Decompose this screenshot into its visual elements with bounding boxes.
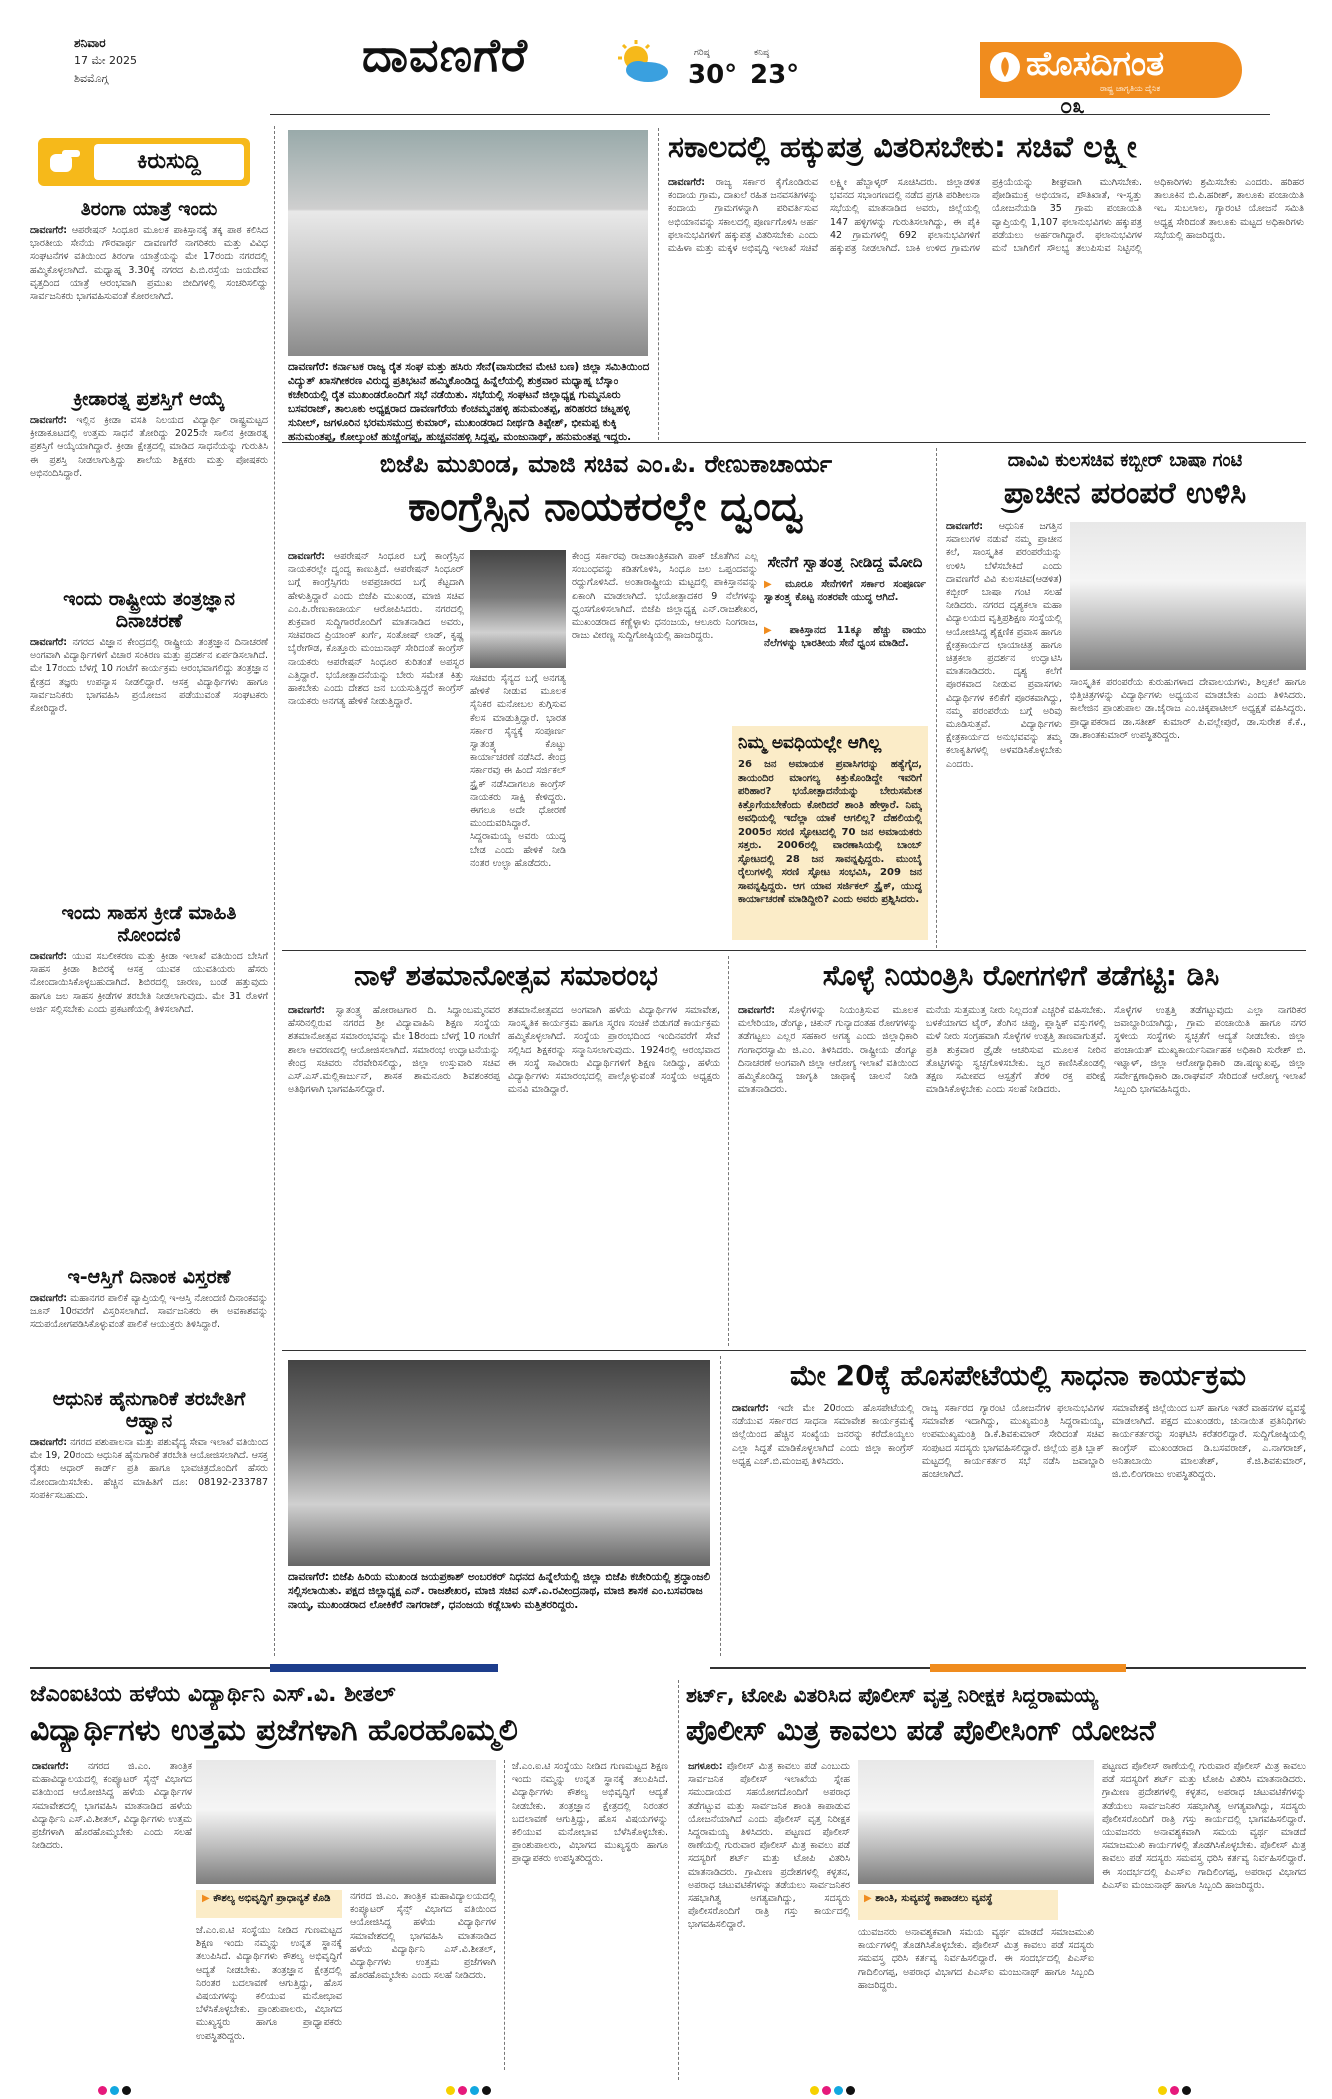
article-body-col2 — [922, 1402, 1104, 1654]
body-text: ಪಟ್ಟಣದ ಪೊಲೀಸ್ ಠಾಣೆಯಲ್ಲಿ ಗುರುವಾರ ಪೊಲೀಸ್ ಮಿತ್ರ ಕಾವಲು ಪಡೆ ಸದಸ್ಯರಿಗೆ ಶರ್ಟ್ ಮತ್ತು ಟೋಪಿ ವಿತರಿಸಿ ಮಾತನಾಡಿದರು. ಗ್ರಾಮೀಣ ಪ್ರದೇಶಗಳಲ್ಲಿ ಕಳ್ಳತನ, ಅಪರಾಧ ಚಟುವಟಿಕೆಗಳನ್ನು ತಡೆಯಲು ಸಾರ್ವಜನಿಕರ ಸಹಭಾಗಿತ್ವ ಅಗತ್ಯವಾಗಿದ್ದು, ಸದಸ್ಯರು ಪೊಲೀಸರೊಂದಿಗೆ ರಾತ್ರಿ ಗಸ್ತು ಕಾರ್ಯದಲ್ಲಿ ಭಾಗವಹಿಸಲಿದ್ದಾರೆ. — [1102, 1761, 1306, 1825]
article-mosquito — [736, 956, 1306, 996]
article-kicker: ದಾವಿವಿ ಕುಲಸಚಿವ ಕಬ್ಬೀರ್ ಬಾಷಾ ಗಂಟಿ — [1007, 450, 1243, 471]
body-text: ಆಧುನಿಕ ಜಗತ್ತಿನ ಸವಾಲುಗಳ ನಡುವೆ ನಮ್ಮ ಪ್ರಾಚೀನ ಕಲೆ, ಸಾಂಸ್ಕೃತಿಕ ಪರಂಪರೆಯನ್ನು ಉಳಿಸಿ ಬೆಳೆಸಬೇಕಿದೆ ಎಂದು ದಾವಣಗೆರೆ ವಿವಿ ಕುಲಸಚಿವ(ಆಡಳಿತ) ಕಬ್ಬೀರ್ ಬಾಷಾ ಗಂಟಿ ಸಲಹೆ ನೀಡಿದರು. — [946, 521, 1062, 612]
article-body-col1 — [288, 550, 464, 942]
body-text: ನಗರದ ದೃಶ್ಯಕಲಾ ಮಹಾ ವಿದ್ಯಾಲಯದ ವೃತ್ತಿಪ್ರಶಿಕ್ಷಣ ಸಂಸ್ಥೆಯಲ್ಲಿ ಆಯೋಜಿಸಿದ್ದ ಶೈಕ್ಷಣಿಕ ಪ್ರವಾಸ ಹಾಗೂ ಕ್ಷೇತ್ರಕಾರ್ಯದ ಛಾಯಾಚಿತ್ರ ಹಾಗೂ ಚಿತ್ರಕಲಾ ಪ್ರದರ್ಶನ ಉದ್ಘಾಟಿಸಿ ಮಾತನಾಡಿದರು. ದೃಶ್ಯ ಕಲೆಗೆ ಪೂರಕವಾದ ನೀಡುವ ಪ್ರವಾಸಗಳು ವಿದ್ಯಾರ್ಥಿಗಳ ಕಲಿಕೆಗೆ ಪೂರಕವಾಗಿದ್ದು, ನಮ್ಮ ಪರಂಪರೆಯ ಬಗ್ಗೆ ಅರಿವು ಮೂಡಿಸುತ್ತವೆ. ವಿದ್ಯಾರ್ಥಿಗಳು ಕ್ಷೇತ್ರಕಾರ್ಯದ ಅನುಭವವನ್ನು ತಮ್ಮ ಕಲಾಕೃತಿಗಳಲ್ಲಿ ಅಳವಡಿಸಿಕೊಳ್ಳಬೇಕು ಎಂದರು. — [946, 600, 1062, 770]
brief-headline: ಆಧುನಿಕ ಹೈನುಗಾರಿಕೆ ತರಬೇತಿಗೆ ಆಹ್ವಾನ — [52, 1388, 246, 1432]
dateline: ದಾವಣಗೆರೆ: — [946, 521, 984, 532]
article-kicker: ಶರ್ಟ್, ಟೋಪಿ ವಿತರಿಸಿದ ಪೊಲೀಸ್ ವೃತ್ತ ನಿರೀಕ್ಷಕ ಸಿದ್ದರಾಮಯ್ಯ — [686, 1683, 1099, 1707]
brief-body: ಮಹಾನಗರ ಪಾಲಿಕೆ ವ್ಯಾಪ್ತಿಯಲ್ಲಿ ಇ-ಆಸ್ತಿ ನೋಂದಣಿ ದಿನಾಂಕವನ್ನು ಜೂನ್ 10ರವರೆಗೆ ವಿಸ್ತರಿಸಲಾಗಿದೆ. ಸಾರ್ವಜನಿಕರು ಈ ಅವಕಾಶವನ್ನು ಸದುಪಯೋಗಪಡಿಸಿಕೊಳ್ಳುವಂತೆ ಪಾಲಿಕೆ ಆಯುಕ್ತರು ತಿಳಿಸಿದ್ದಾರೆ. — [30, 1293, 268, 1331]
brief-body: ನಗರದ ಪಶುಪಾಲನಾ ಮತ್ತು ಪಶುವೈದ್ಯ ಸೇವಾ ಇಲಾಖೆ ವತಿಯಿಂದ ಮೇ 19, 20ರಂದು ಆಧುನಿಕ ಹೈನುಗಾರಿಕೆ ತರಬೇತಿ ಆಯೋಜಿಸಲಾಗಿದೆ. ಆಸಕ್ತ ರೈತರು ಆಧಾರ್ ಕಾರ್ಡ್ ಪ್ರತಿ ಹಾಗೂ ಭಾವಚಿತ್ರದೊಂದಿಗೆ ಹೆಸರು ನೋಂದಾಯಿಸಬೇಕು. ಹೆಚ್ಚಿನ ಮಾಹಿತಿಗೆ ದೂ: 08192-233787 ಸಂಪರ್ಕಿಸಬಹುದು. — [30, 1437, 268, 1501]
max-temp-label: ಗರಿಷ್ಠ — [694, 48, 710, 58]
dateline: ಜಗಳೂರು: — [688, 1761, 723, 1772]
brief-headline: ಕ್ರೀಡಾರತ್ನ ಪ್ರಶಸ್ತಿಗೆ ಆಯ್ಕೆ — [73, 388, 225, 410]
pullquote-text: ಕೌಶಲ್ಯ ಅಭಿವೃದ್ಧಿಗೆ ಪ್ರಾಧಾನ್ಯತೆ ಕೊಡಿ — [213, 1893, 331, 1904]
article-heritage — [944, 448, 1306, 514]
body-text: ಸಮಾವೇಶಕ್ಕೆ ಜಿಲ್ಲೆಯಿಂದ ಬಸ್ ಹಾಗೂ ಇತರೆ ವಾಹನಗಳ ವ್ಯವಸ್ಥೆ ಮಾಡಲಾಗಿದೆ. ಪಕ್ಷದ ಮುಖಂಡರು, ಚುನಾಯಿತ ಪ್ರತಿನಿಧಿಗಳು ಕಾರ್ಯಕರ್ತರನ್ನು ಸಂಘಟಿಸಿ ಕರೆತರಲಿದ್ದಾರೆ. ಸುದ್ದಿಗೋಷ್ಠಿಯಲ್ಲಿ ಕಾಂಗ್ರೆಸ್ ಮುಖಂಡರಾದ ಡಿ.ಬಸವರಾಜ್, ಎ.ನಾಗರಾಜ್, ಅನಿತಾಬಾಯಿ ಮಾಲತೇಶ್, ಕೆ.ಜಿ.ಶಿವಕುಮಾರ್, ಜಿ.ಬಿ.ಲಿಂಗರಾಜು ಉಪಸ್ಥಿತರಿದ್ದರು. — [1112, 1403, 1306, 1481]
brief-dateline: ದಾವಣಗೆರೆ: — [30, 637, 68, 648]
article-police — [686, 1680, 1306, 1752]
article-body-col1 — [738, 1004, 918, 1340]
registration-marks — [1158, 2080, 1194, 2099]
sidebar-item-4 — [30, 1266, 268, 1388]
article-body-col3 — [1114, 1004, 1306, 1340]
article-body-col1 — [732, 1402, 914, 1654]
pullquote-box — [764, 552, 926, 666]
article-body-col3 — [1112, 1402, 1306, 1654]
date-label: 17 ಮೇ 2025 — [74, 54, 138, 67]
brief-body: ಇಲ್ಲಿನ ಕ್ರೀಡಾ ವಸತಿ ನಿಲಯದ ವಿದ್ಯಾರ್ಥಿ ರಾಷ್ಟ್ರಮಟ್ಟದ ಕ್ರೀಡಾಕೂಟದಲ್ಲಿ ಉತ್ತಮ ಸಾಧನೆ ತೋರಿದ್ದು 2025ನೇ ಸಾಲಿನ ಕ್ರೀಡಾರತ್ನ ಪ್ರಶಸ್ತಿಗೆ ಆಯ್ಕೆಯಾಗಿದ್ದಾರೆ. ಕ್ರೀಡಾ ಕ್ಷೇತ್ರದಲ್ಲಿ ಮಾಡಿದ ಸಾಧನೆಯನ್ನು ಗುರುತಿಸಿ ಈ ಪ್ರಶಸ್ತಿ ನೀಡಲಾಗುತ್ತಿದ್ದು ಶಾಲೆಯ ಶಿಕ್ಷಕರು ಮತ್ತು ಪೋಷಕರು ಅಭಿನಂದಿಸಿದ್ದಾರೆ. — [30, 415, 268, 479]
max-temp: 30° — [688, 60, 738, 90]
article-body-col3 — [572, 550, 758, 942]
page-number: ೦೩ — [1060, 94, 1085, 119]
body-text: ಸೊಳ್ಳೆಗಳ ಉತ್ಪತ್ತಿ ತಡೆಗಟ್ಟುವುದು ಎಲ್ಲಾ ನಾಗರಿಕರ ಜವಾಬ್ದಾರಿಯಾಗಿದ್ದು, ಗ್ರಾಮ ಪಂಚಾಯಿತಿ ಹಾಗೂ ನಗರ ಸ್ಥಳೀಯ ಸಂಸ್ಥೆಗಳು ಸ್ವಚ್ಛತೆಗೆ ಆದ್ಯತೆ ನೀಡಬೇಕು. ಜಿಲ್ಲಾ ಪಂಚಾಯತ್ ಮುಖ್ಯಕಾರ್ಯನಿರ್ವಾಹಕ ಅಧಿಕಾರಿ ಸುರೇಶ್ ಬಿ. ಇಟ್ನಾಳ್, ಜಿಲ್ಲಾ ಆರೋಗ್ಯಾಧಿಕಾರಿ ಡಾ.ಷಣ್ಮುಖಪ್ಪ, ಜಿಲ್ಲಾ ಸರ್ವೇಕ್ಷಣಾಧಿಕಾರಿ ಡಾ.ರಾಘವನ್ ಸೇರಿದಂತೆ ಆರೋಗ್ಯ ಇಲಾಖೆ ಸಿಬ್ಬಂದಿ ಭಾಗವಹಿಸಿದ್ದರು. — [1114, 1005, 1306, 1096]
brief-headline: ತಿರಂಗಾ ಯಾತ್ರೆ ಇಂದು — [80, 198, 218, 220]
exhibition-photo — [1070, 522, 1306, 670]
article-body — [668, 176, 1304, 440]
article-alumni — [30, 1680, 670, 1752]
sidebar-item-5 — [30, 1388, 268, 1636]
brief-dateline: ದಾವಣಗೆರೆ: — [30, 415, 68, 426]
article-hospet — [730, 1356, 1306, 1396]
box-heading: ನಿಮ್ಮ ಅವಧಿಯಲ್ಲೇ ಆಗಿಲ್ಲ — [738, 733, 882, 753]
article-body-col4 — [512, 1760, 668, 2070]
dateline: ದಾವಣಗೆರೆ: — [668, 177, 706, 188]
article-body-col1 — [946, 520, 1062, 940]
brand-tagline: ರಾಷ್ಟ್ರ ಜಾಗೃತಿಯ ದೈನಿಕ — [1100, 84, 1161, 93]
article-body-col3 — [1102, 1760, 1306, 2070]
body-text: ನಗರದ ಜಿ.ಎಂ. ತಾಂತ್ರಿಕ ಮಹಾವಿದ್ಯಾಲಯದಲ್ಲಿ ಕಂಪ್ಯೂಟರ್ ಸೈನ್ಸ್ ವಿಭಾಗದ ವತಿಯಿಂದ ಆಯೋಜಿಸಿದ್ದ ಹಳೆಯ ವಿದ್ಯಾರ್ಥಿಗಳ ಸಮಾವೇಶದಲ್ಲಿ ಭಾಗವಹಿಸಿ ಮಾತನಾಡಿದ ಹಳೆಯ ವಿದ್ಯಾರ್ಥಿನಿ ಎಸ್.ವಿ.ಶೀತಲ್, ವಿದ್ಯಾರ್ಥಿಗಳು ಉತ್ತಮ ಪ್ರಜೆಗಳಾಗಿ ಹೊರಹೊಮ್ಮಬೇಕು ಎಂದು ಸಲಹೆ ನೀಡಿದರು. — [350, 1891, 496, 1982]
article-headline: ಸೊಳ್ಳೆ ನಿಯಂತ್ರಿಸಿ ರೋಗಗಳಿಗೆ ತಡೆಗಟ್ಟಿ: ಡಿಸಿ — [822, 959, 1220, 992]
brand-name: ಹೊಸದಿಗಂತ — [1026, 44, 1165, 84]
registration-marks — [810, 2080, 858, 2099]
pullquote-head: ಸೇನೆಗೆ ಸ್ವಾತಂತ್ರ್ಯ ನೀಡಿದ್ದ ಮೋದಿ — [767, 553, 923, 571]
article-body-col1 — [688, 1760, 850, 2070]
brief-dateline: ದಾವಣಗೆರೆ: — [30, 1293, 68, 1304]
city-label: ಶಿವಮೊಗ್ಗ — [74, 72, 109, 85]
photo-caption: ದಾವಣಗೆರೆ: ಕರ್ನಾಟಕ ರಾಜ್ಯ ರೈತ ಸಂಘ ಮತ್ತು ಹಸಿರು ಸೇನೆ(ವಾಸುದೇವ ಮೇಟಿ ಬಣ) ಜಿಲ್ಲಾ ಸಮಿತಿಯಿಂದ ವಿದ್ಯುತ್ ಖಾಸಗೀಕರಣ ವಿರುದ್ಧ ಪ್ರತಿಭಟನೆ ಹಮ್ಮಿಕೊಂಡಿದ್ದ ಹಿನ್ನೆಲೆಯಲ್ಲಿ ಶುಕ್ರವಾರ ಮಧ್ಯಾಹ್ನ ಬೆಸ್ಕಾಂ ಕಚೇರಿಯಲ್ಲಿ ರೈತ ಮುಖಂಡರೊಂದಿಗೆ ಸಭೆ ನಡೆಯಿತು. ಸಭೆಯಲ್ಲಿ ಸಂಘಟನೆ ಜಿಲ್ಲಾಧ್ಯಕ್ಷ ಗುಮ್ಮನೂರು ಬಸವರಾಜ್, ತಾಲೂಕು ಅಧ್ಯಕ್ಷರಾದ ದಾವಣಗೆರೆಯ ಕೆಂಚಮ್ಮನಹಳ್ಳಿ ಹನುಮಂತಪ್ಪ, ಹರಿಹರದ ಚಟ್ನಹಳ್ಳಿ ಸುನೀಲ್, ಜಗಳೂರಿನ ಭರಮಸಮುದ್ರ ಕುಮಾರ್, ಮುಖಂಡರಾದ ನೀರ್ಥಡಿ ತಿಪ್ಪೇಶ್, ಭೀಮಪ್ಪ ಕುಕ್ಕಿ ಹನುಮಂತಪ್ಪ, ಕೋಲ್ಕುಂಟೆ ಹುಚ್ಚೆಂಗಪ್ಪ, ಹುಚ್ಚವನಹಳ್ಳಿ ಸಿದ್ದಪ್ಪ, ಮಂಜುನಾಥ್, ಹನುಮಂತಪ್ಪ ಇದ್ದರು. — [288, 361, 650, 443]
dateline: ದಾವಣಗೆರೆ: — [732, 1403, 770, 1414]
article-body-col2a — [470, 672, 566, 942]
dateline: ದಾವಣಗೆರೆ: — [288, 551, 326, 562]
article-headline: ಮೇ 20ಕ್ಕೆ ಹೊಸಪೇಟೆಯಲ್ಲಿ ಸಾಧನಾ ಕಾರ್ಯಕ್ರಮ — [790, 1359, 1246, 1392]
brief-body: ನಗರದ ವಿಜ್ಞಾನ ಕೇಂದ್ರದಲ್ಲಿ ರಾಷ್ಟ್ರೀಯ ತಂತ್ರಜ್ಞಾನ ದಿನಾಚರಣೆ ಅಂಗವಾಗಿ ವಿದ್ಯಾರ್ಥಿಗಳಿಗೆ ವಿಚಾರ ಸಂಕಿರಣ ಮತ್ತು ಪ್ರದರ್ಶನ ಏರ್ಪಡಿಸಲಾಗಿದೆ. ಮೇ 17ರಂದು ಬೆಳಗ್ಗೆ 10 ಗಂಟೆಗೆ ಕಾರ್ಯಕ್ರಮ ಆರಂಭವಾಗಲಿದ್ದು ತಂತ್ರಜ್ಞಾನ ಕ್ಷೇತ್ರದ ತಜ್ಞರು ಉಪನ್ಯಾಸ ನೀಡಲಿದ್ದಾರೆ. ಆಸಕ್ತ ವಿದ್ಯಾರ್ಥಿಗಳು ಹಾಗೂ ಸಾರ್ವಜನಿಕರು ಭಾಗವಹಿಸಿ ಪ್ರಯೋಜನ ಪಡೆಯುವಂತೆ ಸಂಘಟಕರು ಕೋರಿದ್ದಾರೆ. — [30, 637, 268, 715]
body-text: ಜೆ.ಎಂ.ಐ.ಟಿ ಸಂಸ್ಥೆಯು ನೀಡಿದ ಗುಣಮಟ್ಟದ ಶಿಕ್ಷಣ ಇಂದು ನಮ್ಮನ್ನು ಉನ್ನತ ಸ್ಥಾನಕ್ಕೆ ತಲುಪಿಸಿದೆ. ವಿದ್ಯಾರ್ಥಿಗಳು ಕೌಶಲ್ಯ ಅಭಿವೃದ್ಧಿಗೆ ಆದ್ಯತೆ ನೀಡಬೇಕು. ತಂತ್ರಜ್ಞಾನ ಕ್ಷೇತ್ರದಲ್ಲಿ ನಿರಂತರ ಬದಲಾವಣೆ ಆಗುತ್ತಿದ್ದು, ಹೊಸ ವಿಷಯಗಳನ್ನು ಕಲಿಯುವ ಮನೋಭಾವ ಬೆಳೆಸಿಕೊಳ್ಳಬೇಕು. ಪ್ರಾಂಶುಪಾಲರು, ವಿಭಾಗದ ಮುಖ್ಯಸ್ಥರು ಹಾಗೂ ಪ್ರಾಧ್ಯಾಪಕರು ಉಪಸ್ಥಿತರಿದ್ದರು. — [512, 1761, 668, 1865]
brand-logo-icon — [990, 52, 1020, 82]
registration-marks — [98, 2080, 134, 2099]
article-kicker: ಜೆಎಂಐಟಿಯ ಹಳೆಯ ವಿದ್ಯಾರ್ಥಿನಿ ಎಸ್.ವಿ. ಶೀತಲ್ — [30, 1682, 396, 1707]
article-headline: ಪೊಲೀಸ್ ಮಿತ್ರ ಕಾವಲು ಪಡೆ ಪೊಲೀಸಿಂಗ್ ಯೋಜನೆ — [686, 1714, 1156, 1747]
brief-dateline: ದಾವಣಗೆರೆ: — [30, 1437, 68, 1448]
pullquote-item: ▶ ಮೂರೂ ಸೇನೆಗಳಿಗೆ ಸರ್ಕಾರ ಸಂಪೂರ್ಣ ಸ್ವಾತಂತ್ರ್ಯ ಕೊಟ್ಟ ನಂತರವೇ ಯುದ್ಧ ಆಗಿದೆ. — [764, 579, 926, 604]
body-text: ಕೇಂದ್ರ ಸರ್ಕಾರವು ರಾಜತಾಂತ್ರಿಕವಾಗಿ ಪಾಕ್ ಜೊತೆಗಿನ ಎಲ್ಲ ಸಂಬಂಧವನ್ನು ಕಡಿತಗೊಳಿಸಿ, ಸಿಂಧೂ ಜಲ ಒಪ್ಪಂದವನ್ನು ರದ್ದುಗೊಳಿಸಿದೆ. ಅಂತಾರಾಷ್ಟ್ರೀಯ ಮಟ್ಟದಲ್ಲಿ ಪಾಕಿಸ್ತಾನವನ್ನು ಏಕಾಂಗಿ ಮಾಡಲಾಗಿದೆ. ಭಯೋತ್ಪಾದಕರ 9 ನೆಲೆಗಳನ್ನು ಧ್ವಂಸಗೊಳಿಸಲಾಗಿದೆ. ಬಿಜೆಪಿ ಜಿಲ್ಲಾಧ್ಯಕ್ಷ ಎನ್.ರಾಜಶೇಖರ, ಮುಖಂಡರಾದ ಕಣ್ಣೆಳ್ಳಾಳು ಧನಂಜಯ, ಆಲೂರು ನಿಂಗರಾಜ, ರಾಜು ವೀರಣ್ಣ ಸುದ್ದಿಗೋಷ್ಠಿಯಲ್ಲಿ ಹಾಜರಿದ್ದರು. — [572, 551, 758, 642]
article-body-col2 — [858, 1926, 1094, 2070]
article-kicker: ಬಿಜೆಪಿ ಮುಖಂಡ, ಮಾಜಿ ಸಚಿವ ಎಂ.ಪಿ. ರೇಣುಕಾಚಾರ್ಯ — [379, 450, 833, 478]
body-text: ಆಪರೇಷನ್ ಸಿಂಧೂರ ಬಗ್ಗೆ ಕಾಂಗ್ರೆಸ್ಸಿನ ನಾಯಕರಲ್ಲೇ ದ್ವಂದ್ವ ಕಾಣುತ್ತಿದೆ. ಆಪರೇಷನ್ ಸಿಂಧೂರ್ ಬಗ್ಗೆ ಕಾಂಗ್ರೆಸ್ಸಿಗರು ಅಪಪ್ರಚಾರದ ಬಗ್ಗೆ ಕೆಟ್ಟದಾಗಿ ಹೇಳುತ್ತಿದ್ದಾರೆ ಎಂದು ಬಿಜೆಪಿ ಮುಖಂಡ, ಮಾಜಿ ಸಚಿವ ಎಂ.ಪಿ.ರೇಣುಕಾಚಾರ್ಯ ಆರೋಪಿಸಿದರು. ನಗರದಲ್ಲಿ ಶುಕ್ರವಾರ ಸುದ್ದಿಗಾರರೊಂದಿಗೆ ಮಾತನಾಡಿದ ಅವರು, ಸಚಿವರಾದ ಪ್ರಿಯಾಂಕ್ ಖರ್ಗೆ, ಸಂತೋಷ್ ಲಾಡ್, ಕೃಷ್ಣ ಬೈರೇಗೌಡ, ಕೊತ್ತೂರು ಮಂಜುನಾಥ್ ಸೇರಿದಂತೆ ಕಾಂಗ್ರೆಸ್ ನಾಯಕರು ಆಪರೇಷನ್ ಸಿಂಧೂರ ಕುರಿತಂತೆ ಅಪಸ್ವರ ಎತ್ತಿದ್ದಾರೆ. ಭಯೋತ್ಪಾದನೆಯನ್ನು ಬೇರು ಸಮೇತ ಕಿತ್ತು ಹಾಕಬೇಕು ಎಂದು ದೇಶದ ಜನ ಬಯಸುತ್ತಿದ್ದರೆ ಕಾಂಗ್ರೆಸ್ ನಾಯಕರು ಅನಗತ್ಯ ಹೇಳಿಕೆ ನೀಡುತ್ತಿದ್ದಾರೆ. — [288, 551, 464, 708]
body-text: ಪೊಲೀಸ್ ಮಿತ್ರ ಕಾವಲು ಪಡೆ ಎಂಬುದು ಸಾರ್ವಜನಿಕ ಪೊಲೀಸ್ ಇಲಾಖೆಯ ಸ್ನೇಹ ಸಮುದಾಯದ ಸಹಯೋಗದೊಂದಿಗೆ ಅಪರಾಧ ತಡೆಗಟ್ಟುವ ಮತ್ತು ಸಾರ್ವಜನಿಕ ಶಾಂತಿ ಕಾಪಾಡುವ ಯೋಜನೆಯಾಗಿದೆ ಎಂದು ಪೊಲೀಸ್ ವೃತ್ತ ನಿರೀಕ್ಷಕ ಸಿದ್ದರಾಮಯ್ಯ ತಿಳಿಸಿದರು. — [688, 1761, 850, 1839]
dateline: ದಾವಣಗೆರೆ: — [288, 1005, 326, 1016]
body-text: ರಾಜ್ಯ ಸರ್ಕಾರ ಕೈಗೊಂಡಿರುವ ಕಂದಾಯ ಗ್ರಾಮ, ದಾಖಲೆ ರಹಿತ ಜನವಸತಿಗಳನ್ನು ಕಂದಾಯ ಗ್ರಾಮಗಳನ್ನಾಗಿ ಪರಿವರ್ತಿಸುವ ಅಭಿಯಾನವನ್ನು ಸಕಾಲದಲ್ಲಿ ಪೂರ್ಣಗೊಳಿಸಿ ಅರ್ಹ ಫಲಾನುಭವಿಗಳಿಗೆ ಹಕ್ಕುಪತ್ರ ವಿತರಿಸಬೇಕು ಎಂದು ಮಹಿಳಾ ಮತ್ತು ಮಕ್ಕಳ ಅಭಿವೃದ್ಧಿ ಇಲಾಖೆ ಸಚಿವೆ ಲಕ್ಷ್ಮೀ ಹೆಬ್ಬಾಳ್ಕರ್ ಸೂಚಿಸಿದರು. ಜಿಲ್ಲಾಡಳಿತ ಭವನದ ಸಭಾಂಗಣದಲ್ಲಿ ನಡೆದ ಪ್ರಗತಿ ಪರಿಶೀಲನಾ ಸಭೆಯಲ್ಲಿ ಮಾತನಾಡಿದ ಅವರು, ಜಿಲ್ಲೆಯಲ್ಲಿ 147 ಹಳ್ಳಿಗಳನ್ನು ಗುರುತಿಸಲಾಗಿದ್ದು, ಈ ಪೈಕಿ 42 ಗ್ರಾಮಗಳಲ್ಲಿ 692 ಫಲಾನುಭವಿಗಳಿಗೆ ಹಕ್ಕುಪತ್ರ ನೀಡಲಾಗಿದೆ. ಬಾಕಿ ಉಳಿದ ಗ್ರಾಮಗಳ ಪ್ರಕ್ರಿಯೆಯನ್ನು ಶೀಘ್ರವಾಗಿ ಮುಗಿಸಬೇಕು. ಪೋಡಿಮುಕ್ತ ಅಭಿಯಾನ, ಪೌತಿಖಾತೆ, ಇ-ಸ್ವತ್ತು ಯೋಜನೆಯಡಿ 35 ಗ್ರಾಮ ಪಂಚಾಯತಿ ವ್ಯಾಪ್ತಿಯಲ್ಲಿ 1,107 ಫಲಾನುಭವಿಗಳು ಹಕ್ಕುಪತ್ರ ಪಡೆಯಲು ಅರ್ಹರಾಗಿದ್ದಾರೆ. ಫಲಾನುಭವಿಗಳ ಮನೆ ಬಾಗಿಲಿಗೆ ಸೌಲಭ್ಯ ತಲುಪಿಸುವ ನಿಟ್ಟಿನಲ್ಲಿ ಅಧಿಕಾರಿಗಳು ಶ್ರಮಿಸಬೇಕು ಎಂದರು. ಹರಿಹರ ತಾಲೂಕಿನ ಬಿ.ಪಿ.ಹರೀಶ್, ತಾಲೂಕು ಪಂಚಾಯಿತಿ ಇಒ ಸುಬಲಾಲ, ಗ್ಯಾರಂಟಿ ಯೋಜನೆ ಸಮಿತಿ ಅಧ್ಯಕ್ಷ ಸೇರಿದಂತೆ ತಾಲೂಕು ಮಟ್ಟದ ಅಧಿಕಾರಿಗಳು ಸಭೆಯಲ್ಲಿ ಹಾಜರಿದ್ದರು. — [668, 177, 1304, 255]
article-centenary — [286, 956, 726, 996]
article-body-col2 — [926, 1004, 1106, 1340]
body-text: ಮನೆಯ ಸುತ್ತಮುತ್ತ ನೀರು ನಿಲ್ಲದಂತೆ ಎಚ್ಚರಿಕೆ ವಹಿಸಬೇಕು. ಬಳಕೆಯಾಗದ ಟೈರ್, ತೆಂಗಿನ ಚಿಪ್ಪು, ಪ್ಲಾಸ್ಟಿಕ್ ವಸ್ತುಗಳಲ್ಲಿ ಮಳೆ ನೀರು ಸಂಗ್ರಹವಾಗಿ ಸೊಳ್ಳೆಗಳ ಉತ್ಪತ್ತಿ ತಾಣವಾಗುತ್ತವೆ. ಪ್ರತಿ ಶುಕ್ರವಾರ ಡ್ರೈಡೇ ಆಚರಿಸುವ ಮೂಲಕ ನೀರಿನ ತೊಟ್ಟಿಗಳನ್ನು ಸ್ವಚ್ಛಗೊಳಿಸಬೇಕು. ಜ್ವರ ಕಾಣಿಸಿಕೊಂಡಲ್ಲಿ ತಕ್ಷಣ ಸಮೀಪದ ಆಸ್ಪತ್ರೆಗೆ ತೆರಳಿ ರಕ್ತ ಪರೀಕ್ಷೆ ಮಾಡಿಸಿಕೊಳ್ಳಬೇಕು ಎಂದು ಸಲಹೆ ನೀಡಿದರು. — [926, 1005, 1106, 1096]
sidebar-item-0 — [30, 198, 268, 380]
article-headline: ವಿದ್ಯಾರ್ಥಿಗಳು ಉತ್ತಮ ಪ್ರಜೆಗಳಾಗಿ ಹೊರಹೊಮ್ಮಲಿ — [30, 1713, 518, 1748]
sidebar-briefs — [30, 126, 268, 1656]
min-temp: 23° — [750, 60, 800, 90]
dateline: ದಾವಣಗೆರೆ: — [32, 1761, 70, 1772]
sidebar-title: ಕಿರುಸುದ್ದಿ — [137, 149, 201, 174]
tribute-photo — [288, 1360, 710, 1566]
brand-block — [980, 42, 1242, 98]
body-text: ಪಟ್ಟಣದ ಪೊಲೀಸ್ ಠಾಣೆಯಲ್ಲಿ ಗುರುವಾರ ಪೊಲೀಸ್ ಮಿತ್ರ ಕಾವಲು ಪಡೆ ಸದಸ್ಯರಿಗೆ ಶರ್ಟ್ ಮತ್ತು ಟೋಪಿ ವಿತರಿಸಿ ಮಾತನಾಡಿದರು. ಗ್ರಾಮೀಣ ಪ್ರದೇಶಗಳಲ್ಲಿ ಕಳ್ಳತನ, ಅಪರಾಧ ಚಟುವಟಿಕೆಗಳನ್ನು ತಡೆಯಲು ಸಾರ್ವಜನಿಕರ ಸಹಭಾಗಿತ್ವ ಅಗತ್ಯವಾಗಿದ್ದು, ಸದಸ್ಯರು ಪೊಲೀಸರೊಂದಿಗೆ ರಾತ್ರಿ ಗಸ್ತು ಕಾರ್ಯದಲ್ಲಿ ಭಾಗವಹಿಸಲಿದ್ದಾರೆ. — [688, 1827, 850, 1931]
registration-marks — [446, 2080, 494, 2099]
article-body-col1 — [32, 1760, 192, 2070]
photo-caption: ದಾವಣಗೆರೆ: ಬಿಜೆಪಿ ಹಿರಿಯ ಮುಖಂಡ ಜಯಪ್ರಕಾಶ್ ಅಂಬರಕರ್ ನಿಧನದ ಹಿನ್ನೆಲೆಯಲ್ಲಿ ಜಿಲ್ಲಾ ಬಿಜೆಪಿ ಕಚೇರಿಯಲ್ಲಿ ಶ್ರದ್ಧಾಂಜಲಿ ಸಲ್ಲಿಸಲಾಯಿತು. ಪಕ್ಷದ ಜಿಲ್ಲಾಧ್ಯಕ್ಷ ಎನ್. ರಾಜಶೇಖರ, ಮಾಜಿ ಸಚಿವ ಎಸ್.ಎ.ರವೀಂದ್ರನಾಥ, ಮಾಜಿ ಶಾಸಕ ಎಂ.ಬಸವರಾಜ ನಾಯ್ಕ, ಮುಖಂಡರಾದ ಲೋಕಿಕೆರೆ ನಾಗರಾಜ್, ಧನಂಜಯ ಕಡ್ಲೆಬಾಳು ಮತ್ತಿತರರಿದ್ದರು. — [288, 1571, 711, 1611]
police-photo — [858, 1760, 1094, 1884]
article-body-col2 — [508, 1004, 720, 1340]
section-divider — [30, 1664, 1306, 1672]
sidebar-item-1 — [30, 388, 268, 564]
article-headline: ಸಕಾಲದಲ್ಲಿ ಹಕ್ಕುಪತ್ರ ವಿತರಿಸಬೇಕು: ಸಚಿವೆ ಲಕ್ಷ್ಮೀ — [668, 130, 1137, 165]
brief-body: ಆಪರೇಷನ್ ಸಿಂಧೂರ ಮೂಲಕ ಪಾಕಿಸ್ತಾನಕ್ಕೆ ತಕ್ಕ ಪಾಠ ಕಲಿಸಿದ ಭಾರತೀಯ ಸೇನೆಯ ಗೌರವಾರ್ಥ ದಾವಣಗೆರೆ ನಾಗರಿಕರು ಮತ್ತು ವಿವಿಧ ಸಂಘಟನೆಗಳ ವತಿಯಿಂದ ತಿರಂಗಾ ಯಾತ್ರೆಯನ್ನು ಮೇ 17ರಂದು ನಗರದಲ್ಲಿ ಹಮ್ಮಿಕೊಳ್ಳಲಾಗಿದೆ. ಮಧ್ಯಾಹ್ನ 3.30ಕ್ಕೆ ನಗರದ ಪಿ.ಬಿ.ರಸ್ತೆಯ ಜಯದೇವ ವೃತ್ತದಿಂದ ಯಾತ್ರೆ ಆರಂಭವಾಗಿ ಪ್ರಮುಖ ಬೀದಿಗಳಲ್ಲಿ ಸಂಚರಿಸಲಿದ್ದು ಸಾರ್ವಜನಿಕರು ಭಾಗವಹಿಸುವಂತೆ ಕೋರಲಾಗಿದೆ. — [30, 225, 268, 303]
brief-dateline: ದಾವಣಗೆರೆ: — [30, 951, 68, 962]
sidebar-item-3 — [30, 902, 268, 1200]
alumni-photo — [196, 1760, 496, 1884]
brief-headline: ಇ-ಆಸ್ತಿಗೆ ದಿನಾಂಕ ವಿಸ್ತರಣೆ — [67, 1266, 231, 1288]
article-body-col2 — [196, 1924, 342, 2070]
body-text: ನಗರದ ಜಿ.ಎಂ. ತಾಂತ್ರಿಕ ಮಹಾವಿದ್ಯಾಲಯದಲ್ಲಿ ಕಂಪ್ಯೂಟರ್ ಸೈನ್ಸ್ ವಿಭಾಗದ ವತಿಯಿಂದ ಆಯೋಜಿಸಿದ್ದ ಹಳೆಯ ವಿದ್ಯಾರ್ಥಿಗಳ ಸಮಾವೇಶದಲ್ಲಿ ಭಾಗವಹಿಸಿ ಮಾತನಾಡಿದ ಹಳೆಯ ವಿದ್ಯಾರ್ಥಿನಿ ಎಸ್.ವಿ.ಶೀತಲ್, ವಿದ್ಯಾರ್ಥಿಗಳು ಉತ್ತಮ ಪ್ರಜೆಗಳಾಗಿ ಹೊರಹೊಮ್ಮಬೇಕು ಎಂದು ಸಲಹೆ ನೀಡಿದರು. — [32, 1761, 192, 1852]
body-text: ಯುವಜನರು ಅನಾವಶ್ಯಕವಾಗಿ ಸಮಯ ವ್ಯರ್ಥ ಮಾಡದೆ ಸಮಾಜಮುಖಿ ಕಾರ್ಯಗಳಲ್ಲಿ ತೊಡಗಿಸಿಕೊಳ್ಳಬೇಕು. ಪೊಲೀಸ್ ಮಿತ್ರ ಕಾವಲು ಪಡೆ ಸದಸ್ಯರು ಸಮವಸ್ತ್ರ ಧರಿಸಿ ಕರ್ತವ್ಯ ನಿರ್ವಹಿಸಲಿದ್ದಾರೆ. ಈ ಸಂದರ್ಭದಲ್ಲಿ ಪಿಎಸ್‌ಐ ಗಾದಿಲಿಂಗಪ್ಪ, ಅಪರಾಧ ವಿಭಾಗದ ಪಿಎಸ್‌ಐ ಮಂಜುನಾಥ್ ಹಾಗೂ ಸಿಬ್ಬಂದಿ ಹಾಜರಿದ್ದರು. — [1102, 1827, 1306, 1891]
body-text: ಜೆ.ಎಂ.ಐ.ಟಿ ಸಂಸ್ಥೆಯು ನೀಡಿದ ಗುಣಮಟ್ಟದ ಶಿಕ್ಷಣ ಇಂದು ನಮ್ಮನ್ನು ಉನ್ನತ ಸ್ಥಾನಕ್ಕೆ ತಲುಪಿಸಿದೆ. ವಿದ್ಯಾರ್ಥಿಗಳು ಕೌಶಲ್ಯ ಅಭಿವೃದ್ಧಿಗೆ ಆದ್ಯತೆ ನೀಡಬೇಕು. ತಂತ್ರಜ್ಞಾನ ಕ್ಷೇತ್ರದಲ್ಲಿ ನಿರಂತರ ಬದಲಾವಣೆ ಆಗುತ್ತಿದ್ದು, ಹೊಸ ವಿಷಯಗಳನ್ನು ಕಲಿಯುವ ಮನೋಭಾವ ಬೆಳೆಸಿಕೊಳ್ಳಬೇಕು. ಪ್ರಾಂಶುಪಾಲರು, ವಿಭಾಗದ ಮುಖ್ಯಸ್ಥರು ಹಾಗೂ ಪ್ರಾಧ್ಯಾಪಕರು ಉಪಸ್ಥಿತರಿದ್ದರು. — [196, 1925, 342, 2042]
highlight-box — [732, 726, 928, 940]
dateline: ದಾವಣಗೆರೆ: — [738, 1005, 776, 1016]
body-text: ಶತಮಾನೋತ್ಸವದ ಅಂಗವಾಗಿ ಹಳೆಯ ವಿದ್ಯಾರ್ಥಿಗಳ ಸಮಾವೇಶ, ಸಾಂಸ್ಕೃತಿಕ ಕಾರ್ಯಕ್ರಮ ಹಾಗೂ ಸ್ಮರಣ ಸಂಚಿಕೆ ಬಿಡುಗಡೆ ಕಾರ್ಯಕ್ರಮ ಹಮ್ಮಿಕೊಳ್ಳಲಾಗಿದೆ. ಸಂಸ್ಥೆಯ ಪ್ರಾರಂಭದಿಂದ ಇಂದಿನವರೆಗೆ ಸೇವೆ ಸಲ್ಲಿಸಿದ ಶಿಕ್ಷಕರನ್ನು ಸನ್ಮಾನಿಸಲಾಗುವುದು. 1924ರಲ್ಲಿ ಆರಂಭವಾದ ಈ ಸಂಸ್ಥೆ ಸಾವಿರಾರು ವಿದ್ಯಾರ್ಥಿಗಳಿಗೆ ಶಿಕ್ಷಣ ನೀಡಿದ್ದು, ಹಳೆಯ ವಿದ್ಯಾರ್ಥಿಗಳು ಸಮಾರಂಭದಲ್ಲಿ ಪಾಲ್ಗೊಳ್ಳುವಂತೆ ಸಂಸ್ಥೆಯ ಅಧ್ಯಕ್ಷರು ಮನವಿ ಮಾಡಿದ್ದಾರೆ. — [508, 1005, 720, 1096]
meeting-photo — [288, 130, 648, 356]
brief-headline: ಇಂದು ಸಾಹಸ ಕ್ರೀಡೆ ಮಾಹಿತಿ ನೋಂದಣಿ — [61, 902, 237, 946]
body-text: ಯುವಜನರು ಅನಾವಶ್ಯಕವಾಗಿ ಸಮಯ ವ್ಯರ್ಥ ಮಾಡದೆ ಸಮಾಜಮುಖಿ ಕಾರ್ಯಗಳಲ್ಲಿ ತೊಡಗಿಸಿಕೊಳ್ಳಬೇಕು. ಪೊಲೀಸ್ ಮಿತ್ರ ಕಾವಲು ಪಡೆ ಸದಸ್ಯರು ಸಮವಸ್ತ್ರ ಧರಿಸಿ ಕರ್ತವ್ಯ ನಿರ್ವಹಿಸಲಿದ್ದಾರೆ. ಈ ಸಂದರ್ಭದಲ್ಲಿ ಪಿಎಸ್‌ಐ ಗಾದಿಲಿಂಗಪ್ಪ, ಅಪರಾಧ ವಿಭಾಗದ ಪಿಎಸ್‌ಐ ಮಂಜುನಾಥ್ ಹಾಗೂ ಸಿಬ್ಬಂದಿ ಹಾಜರಿದ್ದರು. — [858, 1927, 1094, 1991]
body-text: ಸ್ವಾತಂತ್ರ್ಯ ಹೋರಾಟಗಾರ ದಿ. ಸಿದ್ದಾಂಬಮ್ಮನವರ ಹೆಸರಿನಲ್ಲಿರುವ ನಗರದ ಶ್ರೀ ವಿದ್ಯಾವಾಹಿನಿ ಶಿಕ್ಷಣ ಸಂಸ್ಥೆಯ ಶತಮಾನೋತ್ಸವ ಸಮಾರಂಭವನ್ನು ಮೇ 18ರಂದು ಬೆಳಗ್ಗೆ 10 ಗಂಟೆಗೆ ಶಾಲಾ ಆವರಣದಲ್ಲಿ ಆಯೋಜಿಸಲಾಗಿದೆ. ಸಮಾರಂಭ ಉದ್ಘಾಟನೆಯನ್ನು ಕೇಂದ್ರ ಸಚಿವರು ನೆರವೇರಿಸಲಿದ್ದು, ಜಿಲ್ಲಾ ಉಸ್ತುವಾರಿ ಸಚಿವ ಎಸ್.ಎಸ್.ಮಲ್ಲಿಕಾರ್ಜುನ್, ಶಾಸಕ ಶಾಮನೂರು ಶಿವಶಂಕರಪ್ಪ ಅತಿಥಿಗಳಾಗಿ ಭಾಗವಹಿಸಲಿದ್ದಾರೆ. — [288, 1005, 500, 1096]
body-text: ಸೊಳ್ಳೆಗಳನ್ನು ನಿಯಂತ್ರಿಸುವ ಮೂಲಕ ಮಲೇರಿಯಾ, ಡೆಂಗ್ಯೂ, ಚಿಕುನ್ ಗುನ್ಯಾದಂತಹ ರೋಗಗಳನ್ನು ತಡೆಗಟ್ಟಲು ಎಲ್ಲರ ಸಹಕಾರ ಅಗತ್ಯ ಎಂದು ಜಿಲ್ಲಾಧಿಕಾರಿ ಗಂಗಾಧರಸ್ವಾಮಿ ಜಿ.ಎಂ. ತಿಳಿಸಿದರು. ರಾಷ್ಟ್ರೀಯ ಡೆಂಗ್ಯೂ ದಿನಾಚರಣೆ ಅಂಗವಾಗಿ ಜಿಲ್ಲಾ ಆರೋಗ್ಯ ಇಲಾಖೆ ವತಿಯಿಂದ ಹಮ್ಮಿಕೊಂಡಿದ್ದ ಜಾಗೃತಿ ಜಾಥಾಕ್ಕೆ ಚಾಲನೆ ನೀಡಿ ಮಾತನಾಡಿದರು. — [738, 1005, 918, 1096]
pullquote-item: ▶ ಪಾಕಿಸ್ತಾನದ 11ಕ್ಕೂ ಹೆಚ್ಚು ವಾಯು ನೆಲೆಗಳನ್ನು ಭಾರತೀಯ ಸೇನೆ ಧ್ವಂಸ ಮಾಡಿದೆ. — [764, 625, 926, 650]
article-headline: ಕಾಂಗ್ರೆಸ್ಸಿನ ನಾಯಕರಲ್ಲೇ ದ್ವಂದ್ವ — [408, 484, 804, 530]
edition-title: ದಾವಣಗೆರೆ — [362, 28, 528, 82]
brief-headline: ಇಂದು ರಾಷ್ಟ್ರೀಯ ತಂತ್ರಜ್ಞಾನ ದಿನಾಚರಣೆ — [63, 588, 235, 632]
article-congress — [286, 448, 926, 534]
sidebar-item-2 — [30, 588, 268, 876]
article-body-col1 — [288, 1004, 500, 1340]
article-body-col3 — [350, 1890, 496, 2070]
weather-icon — [612, 40, 672, 84]
pullquote-text: ಶಾಂತಿ, ಸುವ್ಯವಸ್ಥೆ ಕಾಪಾಡಲು ವ್ಯವಸ್ಥೆ — [875, 1893, 993, 1904]
brief-dateline: ದಾವಣಗೆರೆ: — [30, 225, 68, 236]
portrait-photo — [470, 550, 566, 668]
box-body: 26 ಜನ ಅಮಾಯಕ ಪ್ರವಾಸಿಗರನ್ನು ಹತ್ಯೆಗೈದ, ತಾಯಂದಿರ ಮಾಂಗಲ್ಯ ಕಿತ್ತುಕೊಂಡಿದ್ದೇ ಇವರಿಗೆ ಪರಿಹಾರ? ಭಯೋತ್ಪಾದನೆಯನ್ನು ಬೇರುಸಮೇತ ಕಿತ್ತೊಗೆಯಬೇಕೆಂದು ಕೋರಿದರೆ ಶಾಂತಿ ಹೇಳ್ತಾರೆ. ನಿಮ್ಮ ಅವಧಿಯಲ್ಲಿ ಇದೆಲ್ಲಾ ಯಾಕೆ ಆಗಲಿಲ್ಲ? ದೆಹಲಿಯಲ್ಲಿ 2005ರ ಸರಣಿ ಸ್ಫೋಟದಲ್ಲಿ 70 ಜನ ಅಮಾಯಕರು ಸತ್ತರು. 2006ರಲ್ಲಿ ವಾರಣಾಸಿಯಲ್ಲಿ ಬಾಂಬ್ ಸ್ಫೋಟದಲ್ಲಿ 28 ಜನ ಸಾವನ್ನಪ್ಪಿದ್ದರು. ಮುಂಬೈ ರೈಲುಗಳಲ್ಲಿ ಸರಣಿ ಸ್ಫೋಟ ಸಂಭವಿಸಿ, 209 ಜನ ಸಾವನ್ನಪ್ಪಿದ್ದರು. ಆಗ ಯಾವ ಸರ್ಜಿಕಲ್ ಸ್ಟ್ರೈಕ್, ಯುದ್ಧ ಕಾರ್ಯಾಚರಣೆ ಮಾಡಿದ್ದೀರಿ? ಎಂದು ಅವರು ಪ್ರಶ್ನಿಸಿದರು. — [738, 759, 922, 905]
brief-body: ಯುವ ಸಬಲೀಕರಣ ಮತ್ತು ಕ್ರೀಡಾ ಇಲಾಖೆ ವತಿಯಿಂದ ಬೇಸಿಗೆ ಸಾಹಸ ಕ್ರೀಡಾ ಶಿಬಿರಕ್ಕೆ ಆಸಕ್ತ ಯುವಕ ಯುವತಿಯರು ಹೆಸರು ನೋಂದಾಯಿಸಿಕೊಳ್ಳಬಹುದಾಗಿದೆ. ಶಿಬಿರದಲ್ಲಿ ಚಾರಣ, ಬಂಡೆ ಹತ್ತುವುದು ಹಾಗೂ ಜಲ ಸಾಹಸ ಕ್ರೀಡೆಗಳ ತರಬೇತಿ ನೀಡಲಾಗುವುದು. ಮೇ 31 ರೊಳಗೆ ಅರ್ಜಿ ಸಲ್ಲಿಸಬೇಕು ಎಂದು ಪ್ರಕಟಣೆಯಲ್ಲಿ ತಿಳಿಸಲಾಗಿದೆ. — [30, 951, 268, 1015]
pullquote-box: ▶ ಶಾಂತಿ, ಸುವ್ಯವಸ್ಥೆ ಕಾಪಾಡಲು ವ್ಯವಸ್ಥೆ — [858, 1890, 1058, 1920]
article-headline: ನಾಳೆ ಶತಮಾನೋತ್ಸವ ಸಮಾರಂಭ — [354, 959, 658, 992]
body-text: ಸಚಿವರು ಸೈನ್ಯದ ಬಗ್ಗೆ ಅನಗತ್ಯ ಹೇಳಿಕೆ ನೀಡುವ ಮೂಲಕ ಸೈನಿಕರ ಮನೋಬಲ ಕುಗ್ಗಿಸುವ ಕೆಲಸ ಮಾಡುತ್ತಿದ್ದಾರೆ. ಭಾರತ ಸರ್ಕಾರ ಸೈನ್ಯಕ್ಕೆ ಸಂಪೂರ್ಣ ಸ್ವಾತಂತ್ರ್ಯ ಕೊಟ್ಟು ಕಾರ್ಯಾಚರಣೆ ನಡೆಸಿದೆ. ಕೇಂದ್ರ ಸರ್ಕಾರವು ಈ ಹಿಂದೆ ಸರ್ಜಿಕಲ್ ಸ್ಟ್ರೈಕ್ ನಡೆಸಿದಾಗಲೂ ಕಾಂಗ್ರೆಸ್ ನಾಯಕರು ಸಾಕ್ಷಿ ಕೇಳಿದ್ದರು. ಈಗಲೂ ಅದೇ ಧೋರಣೆ ಮುಂದುವರಿಸಿದ್ದಾರೆ. ಸಿದ್ದರಾಮಯ್ಯ ಅವರು ಯುದ್ಧ ಬೇಡ ಎಂದು ಹೇಳಿಕೆ ನೀಡಿ ನಂತರ ಉಲ್ಟಾ ಹೊಡೆದರು. — [470, 673, 566, 869]
article-title-deeds — [668, 128, 1304, 440]
sidebar-header — [38, 138, 250, 186]
article-headline: ಪ್ರಾಚೀನ ಪರಂಪರೆ ಉಳಿಸಿ — [1003, 476, 1247, 511]
pointing-hand-icon — [46, 144, 82, 180]
masthead — [0, 0, 1332, 119]
body-text: ರಾಜ್ಯ ಸರ್ಕಾರದ ಗ್ಯಾರಂಟಿ ಯೋಜನೆಗಳ ಫಲಾನುಭವಿಗಳ ಸಮಾವೇಶ ಇದಾಗಿದ್ದು, ಮುಖ್ಯಮಂತ್ರಿ ಸಿದ್ದರಾಮಯ್ಯ, ಉಪಮುಖ್ಯಮಂತ್ರಿ ಡಿ.ಕೆ.ಶಿವಕುಮಾರ್ ಸೇರಿದಂತೆ ಸಚಿವ ಸಂಪುಟದ ಸದಸ್ಯರು ಭಾಗವಹಿಸಲಿದ್ದಾರೆ. ಜಿಲ್ಲೆಯ ಪ್ರತಿ ಬ್ಲಾಕ್ ಮಟ್ಟದಲ್ಲಿ ಕಾರ್ಯಕರ್ತರ ಸಭೆ ನಡೆಸಿ ಜವಾಬ್ದಾರಿ ಹಂಚಲಾಗಿದೆ. — [922, 1403, 1104, 1481]
body-text: ಸಾಂಸ್ಕೃತಿಕ ಪರಂಪರೆಯ ಕುರುಹುಗಳಾದ ದೇವಾಲಯಗಳು, ಶಿಲ್ಪಕಲೆ ಹಾಗೂ ಭಿತ್ತಿಚಿತ್ರಗಳನ್ನು ವಿದ್ಯಾರ್ಥಿಗಳು ಅಧ್ಯಯನ ಮಾಡಬೇಕು ಎಂದು ತಿಳಿಸಿದರು. ಕಾಲೇಜಿನ ಪ್ರಾಂಶುಪಾಲ ಡಾ.ಜೈರಾಜ ಎಂ.ಚಿಕ್ಕಪಾಟೀಲ್ ಅಧ್ಯಕ್ಷತೆ ವಹಿಸಿದ್ದರು. ಪ್ರಾಧ್ಯಾಪಕರಾದ ಡಾ.ಸತೀಶ್ ಕುಮಾರ್ ಪಿ.ವಲ್ಲೇಪುರೆ, ಡಾ.ಸುರೇಶ ಕೆ.ಕೆ., ಡಾ.ಶಾಂತಕುಮಾರ್ ಉಪಸ್ಥಿತರಿದ್ದರು. — [1070, 677, 1306, 741]
body-text: ಇದೇ ಮೇ 20ರಂದು ಹೊಸಪೇಟೆಯಲ್ಲಿ ನಡೆಯುವ ಸರ್ಕಾರದ ಸಾಧನಾ ಸಮಾವೇಶ ಕಾರ್ಯಕ್ರಮಕ್ಕೆ ಜಿಲ್ಲೆಯಿಂದ ಹೆಚ್ಚಿನ ಸಂಖ್ಯೆಯ ಜನರನ್ನು ಕರೆದೊಯ್ಯಲು ಎಲ್ಲಾ ಸಿದ್ಧತೆ ಮಾಡಿಕೊಳ್ಳಲಾಗಿದೆ ಎಂದು ಜಿಲ್ಲಾ ಕಾಂಗ್ರೆಸ್ ಅಧ್ಯಕ್ಷ ಎಚ್.ಬಿ.ಮಂಜಪ್ಪ ತಿಳಿಸಿದರು. — [732, 1403, 914, 1467]
article-body-col2 — [1070, 676, 1306, 940]
min-temp-label: ಕನಿಷ್ಠ — [754, 48, 770, 58]
pullquote-box: ▶ ಕೌಶಲ್ಯ ಅಭಿವೃದ್ಧಿಗೆ ಪ್ರಾಧಾನ್ಯತೆ ಕೊಡಿ — [196, 1890, 342, 1918]
day-label: ಶನಿವಾರ — [74, 36, 106, 50]
